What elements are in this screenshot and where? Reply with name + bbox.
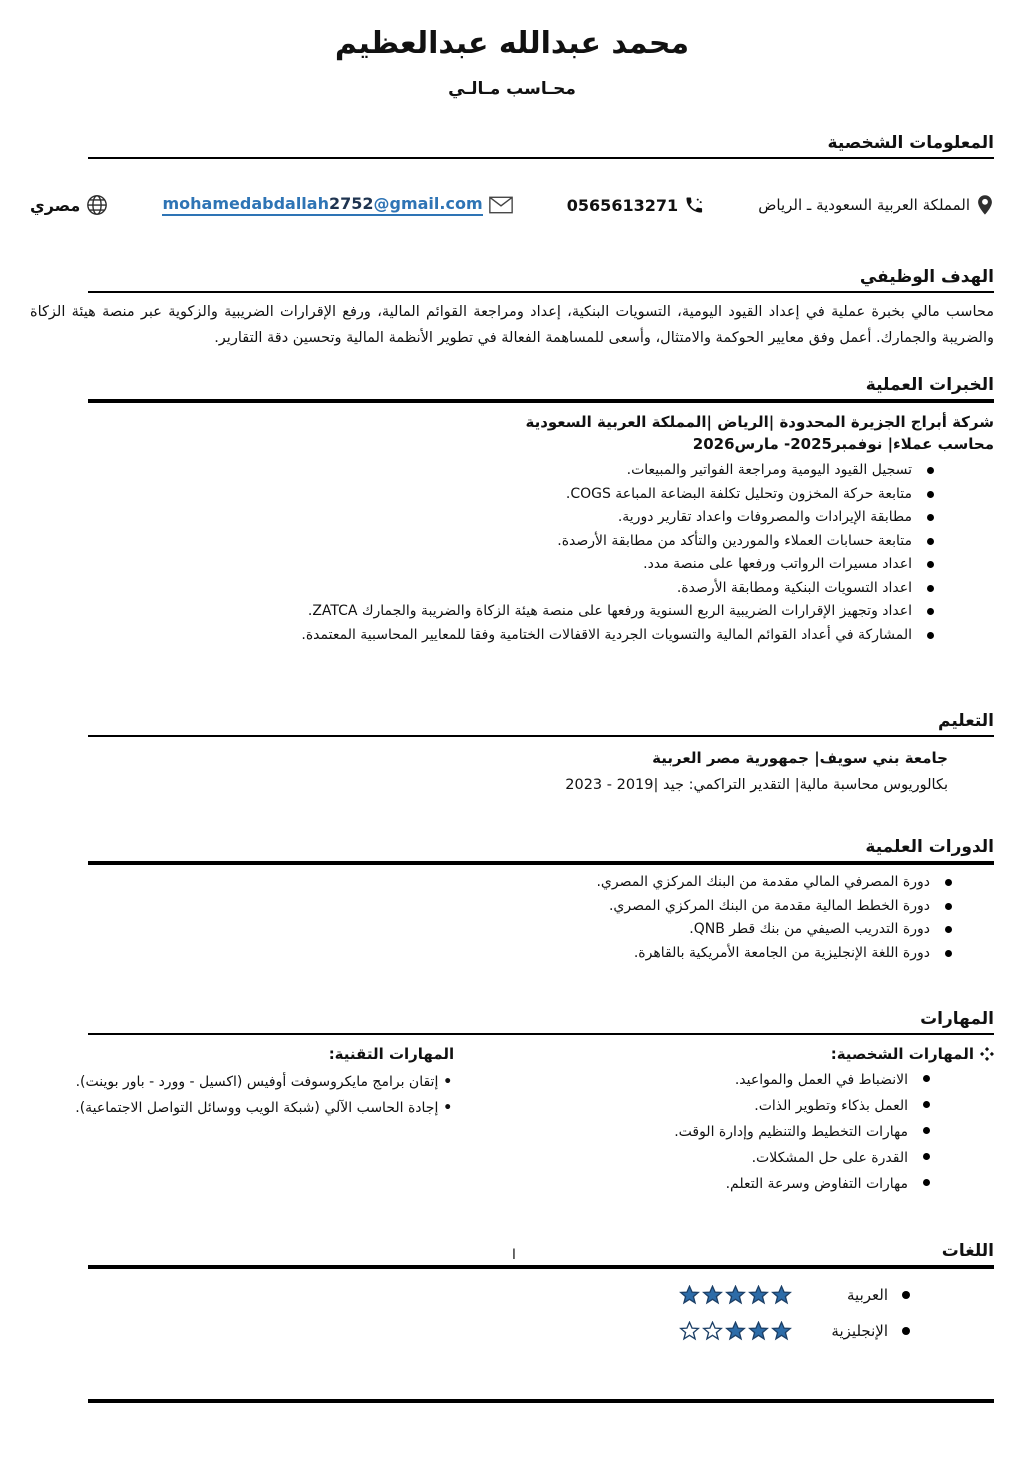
section-title-personal-info: المعلومات الشخصية <box>827 133 994 153</box>
email-digits: 2752 <box>328 194 374 213</box>
contact-row <box>30 185 994 225</box>
location-text: المملكة العربية السعودية ـ الرياض <box>758 196 970 214</box>
course-item: دورة اللغة الإنجليزية من الجامعة الأمريكية بالقاهرة. <box>30 942 954 966</box>
bottom-rule <box>88 1399 994 1403</box>
course-item: دورة المصرفي المالي مقدمة من البنك المركزي المصري. <box>30 871 954 895</box>
star-empty-icon <box>679 1321 700 1341</box>
education-degree: بكالوريوس محاسبة مالية| التقدير التراكمي: جيد |2019 - 2023 <box>565 777 948 794</box>
technical-skills-column <box>30 1045 454 1197</box>
section-rule <box>88 861 994 865</box>
email-user: mohamedabdallah <box>162 194 329 213</box>
technical-skill: • إجادة الحاسب الآلي (شبكة الويب ووسائل التواصل الاجتماعية). <box>30 1095 452 1121</box>
section-title-skills: المهارات <box>920 1009 994 1030</box>
nationality-text: مصري <box>30 195 81 215</box>
experience-bullet: اعداد مسيرات الرواتب ورفعها على منصة مدد. <box>30 553 936 577</box>
star-filled-icon <box>748 1285 769 1305</box>
technical-skills-heading: المهارات التقنية: <box>328 1045 455 1064</box>
section-title-objective: الهدف الوظيفي <box>859 267 994 287</box>
phone-icon <box>684 195 704 215</box>
star-filled-icon <box>702 1285 723 1305</box>
globe-icon <box>86 194 108 216</box>
section-title-experience: الخبرات العملية <box>865 375 994 396</box>
stray-alef-mark: ا <box>512 1247 516 1264</box>
email-group <box>162 194 512 216</box>
personal-skill: مهارات التفاوض وسرعة التعلم. <box>454 1171 932 1197</box>
language-row <box>30 1321 994 1341</box>
star-filled-icon <box>725 1321 746 1341</box>
location-pin-icon <box>976 194 994 216</box>
technical-skill: • إتقان برامج مايكروسوفت أوفيس (اكسيل - وورد - باور بوينت). <box>30 1069 452 1095</box>
courses-list <box>30 871 994 965</box>
personal-skill: القدرة على حل المشكلات. <box>454 1145 932 1171</box>
experience-role-dates: محاسب عملاء| نوفمبر2025- مارس2026 <box>692 435 994 454</box>
star-filled-icon <box>748 1321 769 1341</box>
experience-bullet: متابعة حسابات العملاء والموردين والتأكد من مطابقة الأرصدة. <box>30 530 936 554</box>
experience-bullet: اعداد التسويات البنكية ومطابقة الأرصدة. <box>30 577 936 601</box>
personal-skill: العمل بذكاء وتطوير الذات. <box>454 1093 932 1119</box>
experience-bullet: المشاركة في أعداد القوائم المالية والتسويات الجردية الاقفالات الختامية وفقا للمعايير المحاسبية المعتمدة. <box>30 624 936 648</box>
email-link[interactable] <box>162 194 482 216</box>
candidate-name: محمد عبدالله عبدالعظيم <box>334 26 690 61</box>
star-filled-icon <box>771 1321 792 1341</box>
skills-columns <box>30 1045 994 1197</box>
section-rule <box>88 291 994 293</box>
star-rating <box>679 1321 792 1341</box>
experience-bullet-list <box>30 459 994 647</box>
section-rule <box>88 1033 994 1035</box>
personal-skills-column <box>454 1045 994 1197</box>
personal-skills-heading: المهارات الشخصية: <box>830 1045 974 1064</box>
languages-title-text: اللغات <box>941 1241 994 1262</box>
experience-company: شركة أبراج الجزيرة المحدودة |الرياض |المملكة العربية السعودية <box>525 413 994 432</box>
experience-bullet: متابعة حركة المخزون وتحليل تكلفة البضاعة المباعة COGS. <box>30 483 936 507</box>
course-item: دورة الخطط المالية مقدمة من البنك المركزي المصري. <box>30 895 954 919</box>
course-item: دورة التدريب الصيفي من بنك قطر QNB. <box>30 918 954 942</box>
envelope-icon <box>489 196 513 214</box>
email-domain: @gmail.com <box>373 194 483 213</box>
section-rule <box>88 157 994 159</box>
language-name: العربية <box>847 1286 888 1305</box>
star-filled-icon <box>771 1285 792 1305</box>
language-row <box>30 1285 994 1305</box>
section-rule <box>88 1265 994 1269</box>
personal-skills-list <box>454 1067 994 1197</box>
star-filled-icon <box>679 1285 700 1305</box>
personal-skills-heading-row <box>454 1045 994 1063</box>
education-block <box>30 745 994 799</box>
section-rule <box>88 399 994 403</box>
personal-skill: مهارات التخطيط والتنظيم وإدارة الوقت. <box>454 1119 932 1145</box>
personal-skill: الانضباط في العمل والمواعيد. <box>454 1067 932 1093</box>
experience-bullet: اعداد وتجهيز الإقرارات الضريبية الربع السنوية ورفعها على منصة هيئة الزكاة والضريبة والجمارك ZATCA. <box>30 600 936 624</box>
section-title-languages <box>30 1241 994 1264</box>
star-filled-icon <box>725 1285 746 1305</box>
language-name: الإنجليزية <box>831 1322 888 1341</box>
experience-bullet: مطابقة الإيرادات والمصروفات واعداد تقارير دورية. <box>30 506 936 530</box>
section-rule <box>88 735 994 737</box>
technical-skills-heading-row <box>30 1045 454 1063</box>
star-rating <box>679 1285 792 1305</box>
phone-group <box>567 195 704 215</box>
bullet-dot <box>902 1327 910 1335</box>
phone-number: 0565613271 <box>566 195 679 215</box>
diamond-cluster-icon <box>980 1047 994 1061</box>
location-group <box>758 194 994 216</box>
technical-skills-list <box>30 1069 454 1121</box>
section-title-education: التعليم <box>938 711 994 732</box>
education-university: جامعة بني سويف| جمهورية مصر العربية <box>652 749 948 768</box>
bullet-dot <box>902 1291 910 1299</box>
star-empty-icon <box>702 1321 723 1341</box>
nationality-group <box>30 194 108 216</box>
section-title-courses: الدورات العلمية <box>865 837 994 858</box>
candidate-job-title: محـاسب مـالـي <box>448 79 576 99</box>
objective-text: محاسب مالي بخبرة عملية في إعداد القيود اليومية، التسويات البنكية، إعداد ومراجعة القوائم المالية، ورفع الإقرارات الضريبية والزكوية عبر منصة هيئة الزكاة والضريبة والجمارك. أعمل وفق معايير الحوكمة والامتثال، وأسعى للمساهمة الفعالة في تطوير الأنظمة المالية وتحسين دقة التقارير. <box>30 304 994 347</box>
experience-bullet: تسجيل القيود اليومية ومراجعة الفواتير والمبيعات. <box>30 459 936 483</box>
